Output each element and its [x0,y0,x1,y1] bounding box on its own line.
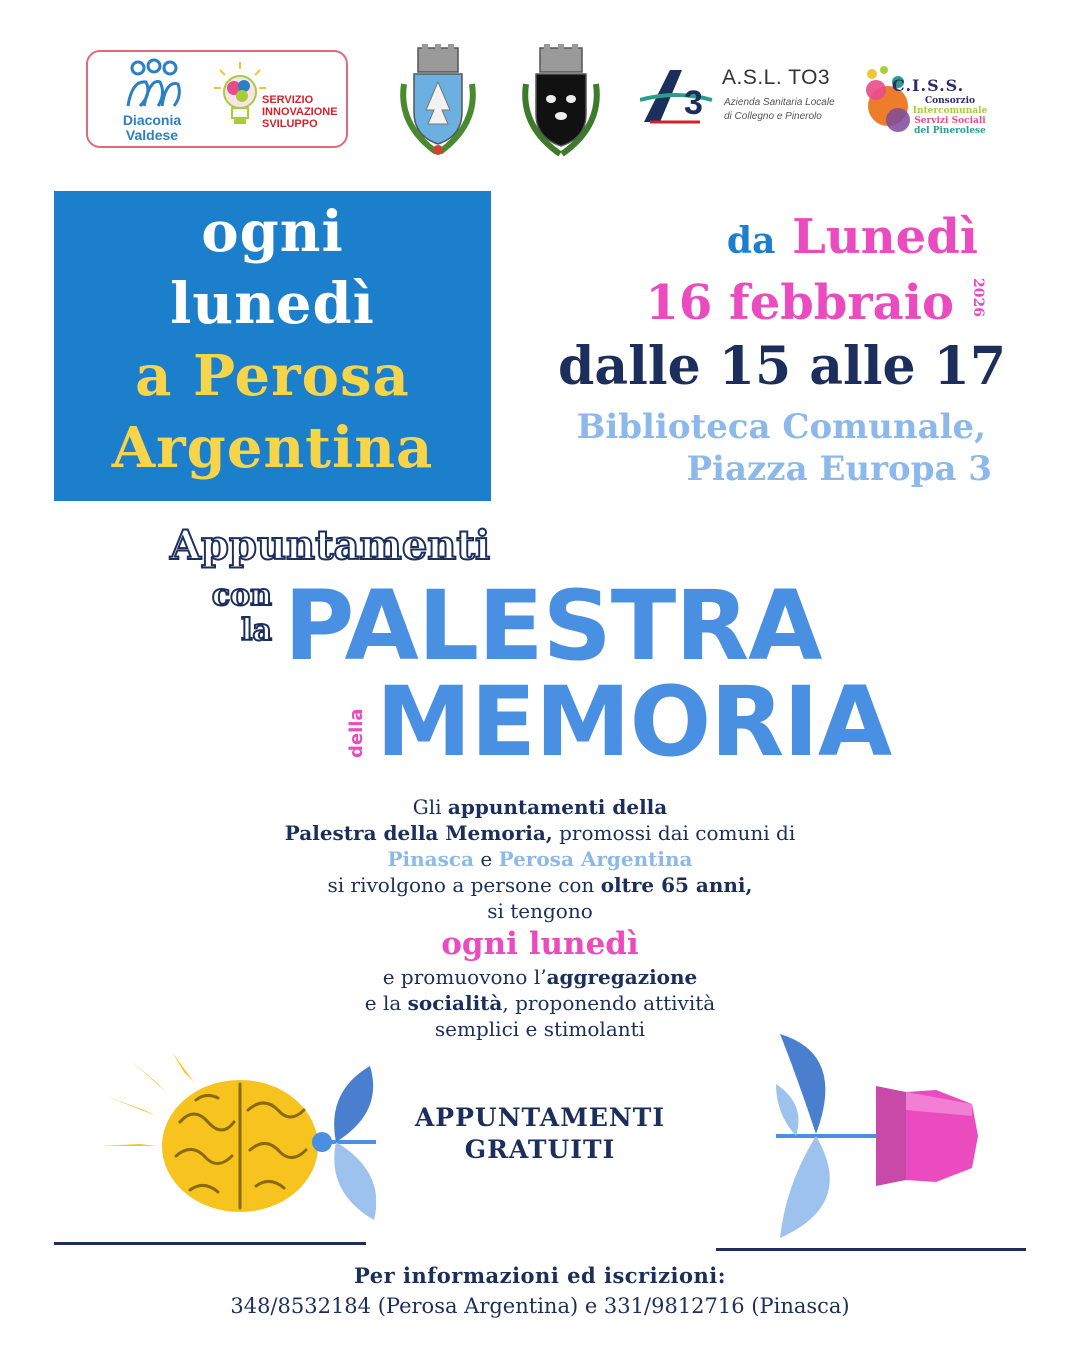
date-day: Lunedì [792,209,978,265]
box-line-lunedi: lunedì [170,271,375,337]
diaconia-logo-icon [118,58,190,110]
ciss-logo-subtitle [905,96,995,136]
title-con: con [211,578,272,613]
gratuiti-line2: GRATUITI [464,1135,616,1164]
ciss-logo-title: C.I.S.S. [892,76,965,95]
contact-phone-numbers: 348/8532184 (Perosa Argentina) e 331/9812716 (Pinasca) [230,1294,850,1318]
diaconia-line1: Diaconia [122,112,182,128]
desc-line8 [140,990,940,1016]
servizio-line1: SERVIZIO [262,94,314,106]
servizio-line2: INNOVAZIONE [262,106,338,118]
ciss-sub-line3: Servizi Sociali [914,116,986,126]
desc-l7a: e promuovono l’ [382,965,547,989]
info-title: Per informazioni ed iscrizioni: [354,1263,726,1288]
box-line-argentina: Argentina [111,415,434,481]
asl-logo-subtitle [724,96,835,124]
desc-l3b: e [474,847,499,871]
asl-logo-icon [640,66,716,126]
desc-l8a: e la [364,991,408,1015]
date-block [500,196,1006,496]
date-prefix: da [726,220,776,262]
gratuiti-line1: APPUNTAMENTI [414,1103,666,1132]
servizio-line3: SVILUPPO [262,118,318,130]
desc-l2b: promossi dai comuni di [552,821,796,845]
flower-illustration-icon [776,1034,982,1240]
servizio-logo-text [262,94,342,130]
title-la: la [241,613,272,648]
asl-sub-line2: di Collegno e Pinerolo [724,111,822,122]
start-date-line [727,208,978,270]
desc-l1b: appuntamenti della [447,795,668,819]
coat-of-arms-pinasca-icon [518,44,604,160]
title-della: della [346,708,367,758]
ciss-sub-line4: del Pinerolese [914,126,986,136]
title-memoria: MEMORIA [376,666,892,778]
desc-l2a: Palestra della Memoria, [284,821,553,845]
location-box [54,191,491,501]
asl-logo-title: A.S.L. TO3 [722,66,831,89]
event-description [140,794,940,1042]
desc-line5: si tengono [487,899,593,923]
desc-perosa: Perosa Argentina [498,847,693,871]
desc-l4a: si rivolgono a persone con [327,873,601,897]
date-value: 16 febbraio [645,275,954,331]
title-appuntamenti: Appuntamenti [170,522,491,569]
svg-text:3: 3 [684,84,703,122]
desc-l4b: oltre 65 anni, [600,873,753,897]
free-appointments-banner [380,1102,700,1166]
date-year: 2026 [970,278,986,317]
box-line-a-perosa: a Perosa [135,343,410,409]
divider-left [54,1242,366,1245]
desc-line4 [140,872,940,898]
desc-line3 [140,846,940,872]
desc-ogni-lunedi: ogni lunedì [441,926,639,962]
desc-line7 [140,964,940,990]
time-range: dalle 15 alle 17 [558,336,1006,397]
desc-l8b: socialità [407,991,503,1015]
desc-pinasca: Pinasca [387,847,475,871]
ciss-sub-line1: Consorzio [924,96,976,106]
coat-of-arms-perosa-icon [396,44,480,160]
venue-address: Piazza Europa 3 [686,449,992,489]
ciss-sub-line2: Intercomunale [912,106,988,116]
desc-line9: semplici e stimolanti [434,1017,646,1041]
desc-line2 [140,820,940,846]
lightbulb-brain-icon [212,60,268,140]
brain-illustration-icon [100,1052,376,1238]
venue-name: Biblioteca Comunale, [576,407,986,447]
desc-l7b: aggregazione [546,965,698,989]
desc-l8c: , proponendo attività [502,991,716,1015]
asl-sub-line1: Azienda Sanitaria Locale [724,97,835,108]
diaconia-logo-text [100,113,204,143]
diaconia-line2: Valdese [125,127,179,143]
desc-line1 [140,794,940,820]
title-palestra: PALESTRA [284,570,822,682]
divider-right [716,1248,1026,1251]
box-line-ogni: ogni [201,199,344,265]
desc-l1a: Gli [412,795,448,819]
